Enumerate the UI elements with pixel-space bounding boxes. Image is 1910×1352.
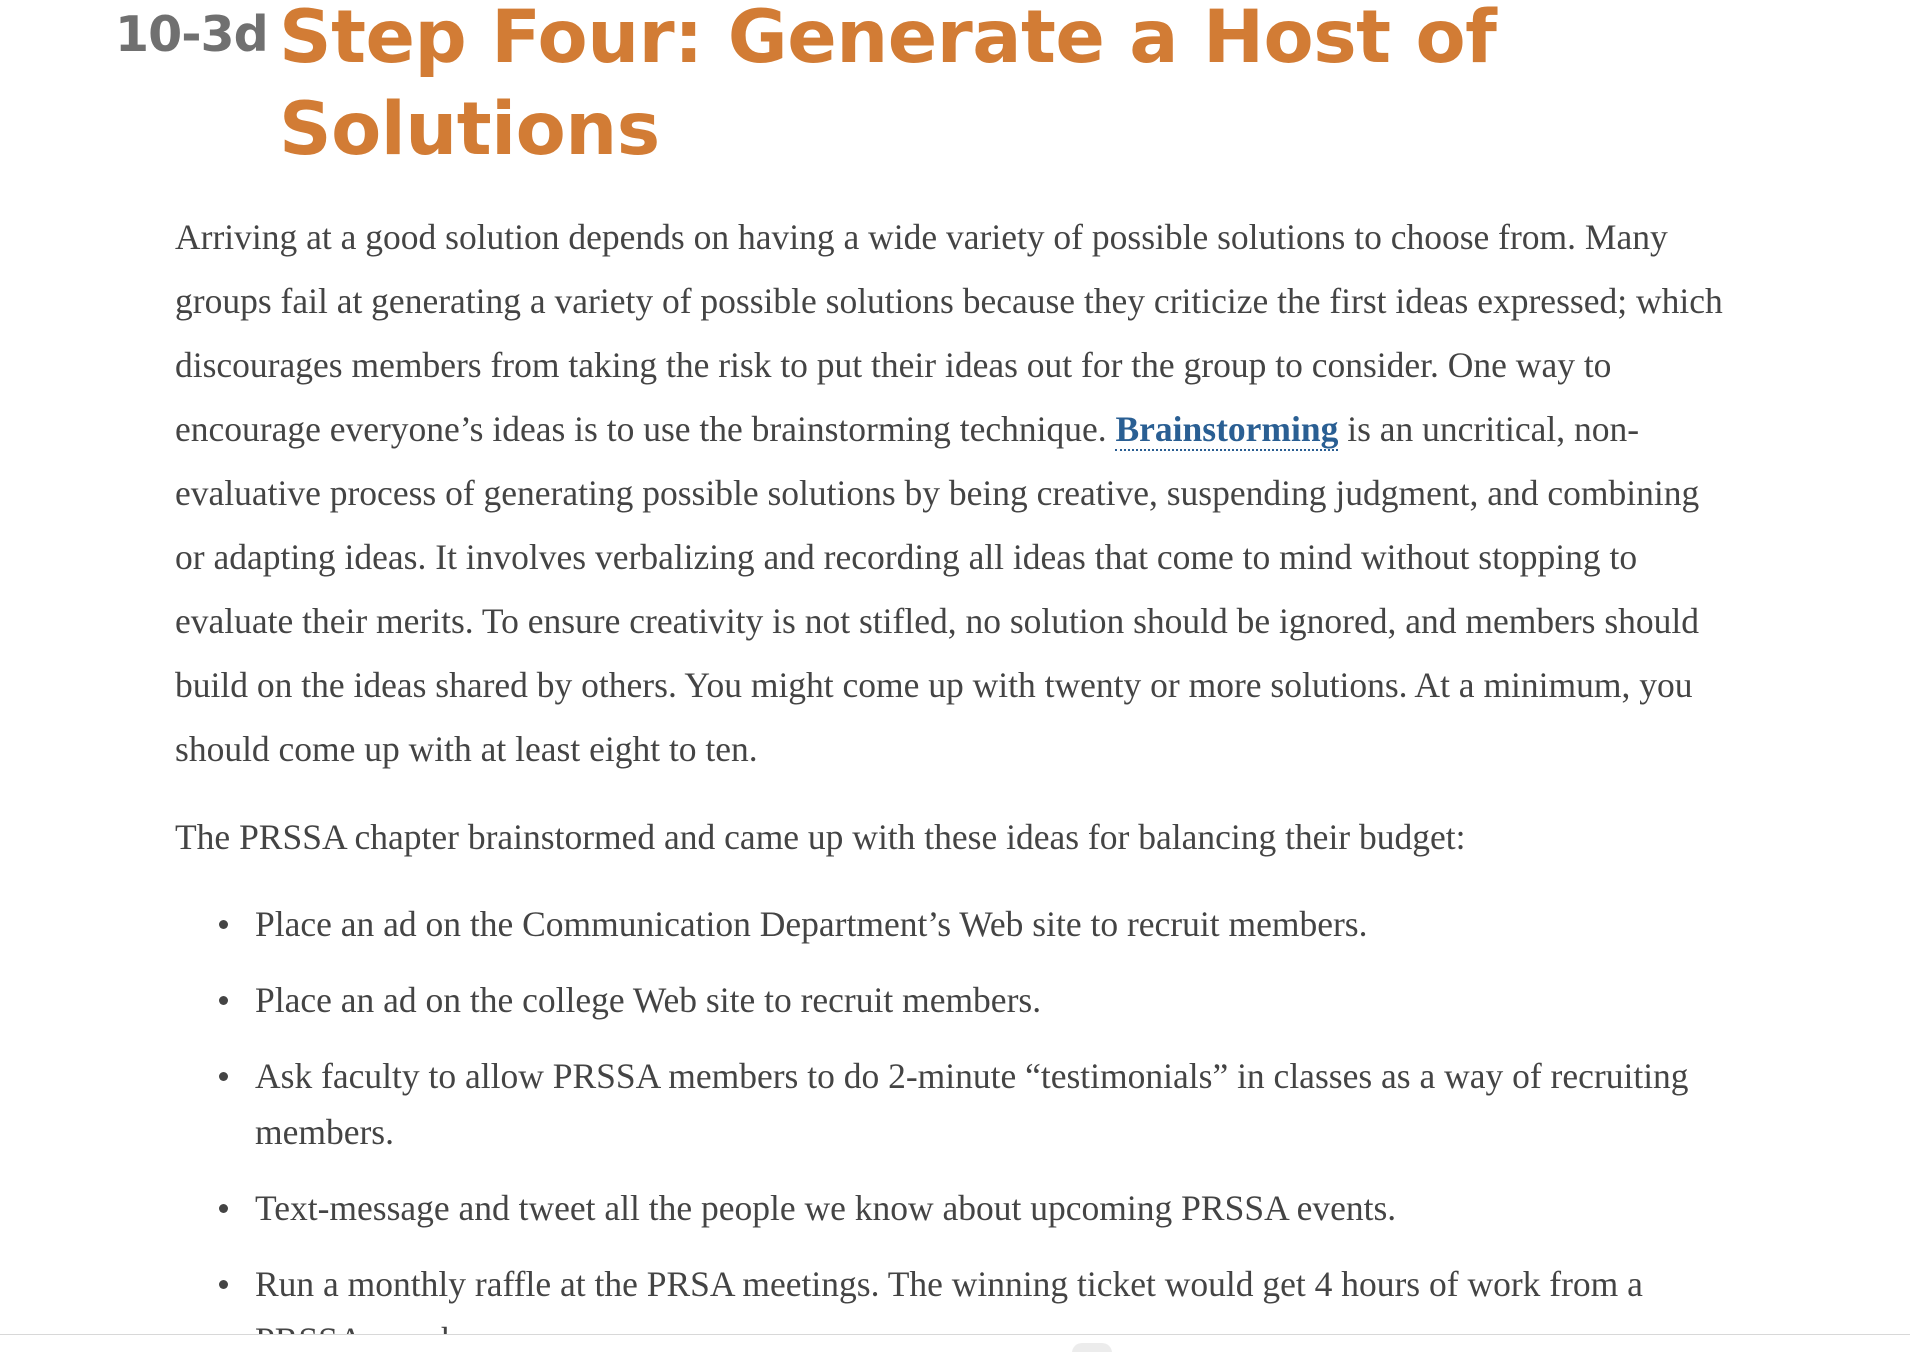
glossary-term-link[interactable]: Brainstorming — [1115, 409, 1339, 449]
list-item-text: Place an ad on the college Web site to recruit members. — [255, 980, 1042, 1020]
list-item-text: Text-message and tweet all the people we know about upcoming PRSSA events. — [255, 1188, 1397, 1228]
ideas-list — [175, 896, 1735, 1352]
list-item-text: Run a monthly raffle at the PRSA meetings. The winning ticket would get 4 hours of work from a — [255, 1264, 1643, 1304]
intro-paragraph — [175, 205, 1735, 781]
list-item — [175, 1180, 1735, 1236]
section-number: 10-3d — [115, 6, 268, 63]
list-item-text: Ask faculty to allow PRSSA members to do 2-minute “testimonials” in classes as a way of recruiting members. — [255, 1056, 1689, 1152]
list-intro-paragraph: The PRSSA chapter brainstormed and came up with these ideas for balancing their budget: — [175, 817, 1466, 857]
list-item-text: Place an ad on the Communication Department’s Web site to recruit members. — [255, 904, 1368, 944]
intro-text-after: is an uncritical, non-evaluative process of generating possible solutions by being creative, suspending judgment, and combining or adapting ideas. It involves verbalizing and recording all ideas that come to mind without stopping to evaluate their merits. To ensure creativity is not stifled, no solution should be ignored, and members should build on the ideas shared by others. You might come up with twenty or more solutions. At a minimum, you should come up with at least eight to ten. — [175, 409, 1700, 769]
bullet-icon — [219, 996, 228, 1005]
bottom-toolbar-edge — [0, 1334, 1910, 1352]
list-item — [175, 972, 1735, 1028]
list-item — [175, 896, 1735, 952]
bullet-icon — [219, 1280, 228, 1289]
section-title: Step Four: Generate a Host of Solutions — [279, 0, 1497, 172]
toolbar-handle[interactable] — [1072, 1343, 1112, 1352]
intro-text-before: Arriving at a good solution depends on having a wide variety of possible solutions to choose from. Many groups fail at generating a variety of possible solutions because they criticize the first ideas expressed; which discourages members from taking the risk to put their ideas out for the group to consider. One way to encourage everyone’s ideas is to use the brainstorming technique. — [175, 217, 1723, 449]
bullet-icon — [219, 920, 228, 929]
list-item — [175, 1048, 1735, 1160]
bullet-icon — [219, 1204, 228, 1213]
bullet-icon — [219, 1072, 228, 1081]
